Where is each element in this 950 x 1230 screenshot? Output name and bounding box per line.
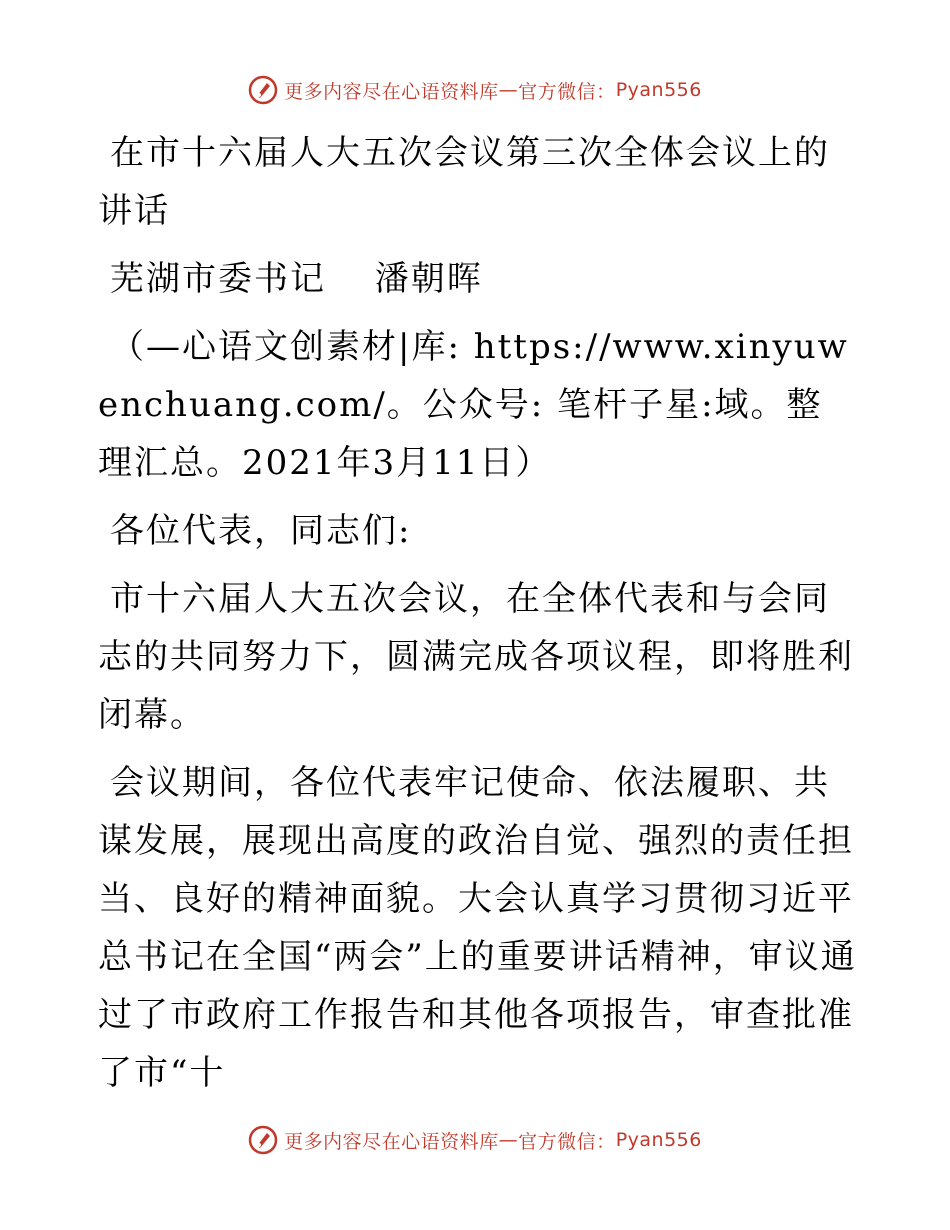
document-paragraph: 市十六届人大五次会议，在全体代表和与会同志的共同努力下，圆满完成各项议程，即将胜利闭幕。 xyxy=(98,579,854,735)
banner-separator: — xyxy=(498,79,519,101)
document-title: 在市十六届人大五次会议第三次全体会议上的讲话 xyxy=(98,133,830,231)
document-salutation: 各位代表，同志们: xyxy=(110,511,412,551)
footer-banner xyxy=(0,1120,950,1160)
banner-wechat-id: Pyan556 xyxy=(615,1129,702,1151)
banner-wechat-label: 官方微信： xyxy=(518,80,616,103)
header-banner xyxy=(0,70,950,110)
document-body xyxy=(98,124,858,1112)
pen-nib-logo-icon xyxy=(248,1125,278,1155)
banner-text: 更多内容尽在心语资料库 xyxy=(284,80,499,103)
banner-wechat-id: Pyan556 xyxy=(615,79,702,101)
document-source-note: （—心语文创素材|库: https://www.xinyuwenchuang.com/。公众号: 笔杆子星:域。整理汇总。2021年3月11日） xyxy=(98,327,849,483)
banner-text: 更多内容尽在心语资料库 xyxy=(284,1130,499,1153)
banner-separator: — xyxy=(498,1129,519,1151)
banner-wechat-label: 官方微信： xyxy=(518,1130,616,1153)
document-paragraph: 会议期间，各位代表牢记使命、依法履职、共谋发展，展现出高度的政治自觉、强烈的责任担当、良好的精神面貌。大会认真学习贯彻习近平总书记在全国“两会”上的重要讲话精神，审议通过了市政府工作报告和其他各项报告，审查批准了市“十 xyxy=(98,763,857,1093)
document-author: 芜湖市委书记 潘朝晖 xyxy=(110,259,483,299)
pen-nib-logo-icon xyxy=(248,75,278,105)
